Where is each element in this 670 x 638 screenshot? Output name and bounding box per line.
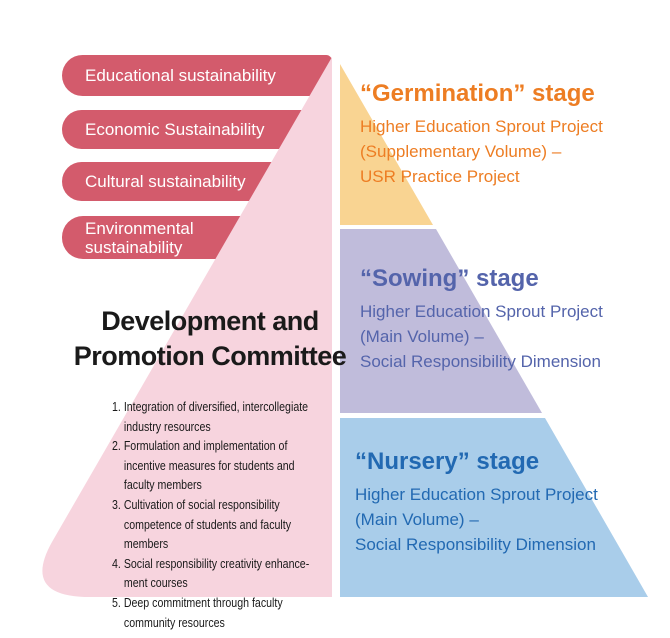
committee-task-list — [112, 398, 342, 633]
stage-description-line: Social Responsibility Dimension — [355, 535, 596, 554]
task-item-line: community resources — [123, 615, 225, 630]
germination-stage-block — [360, 80, 603, 189]
nursery-stage-block — [355, 448, 598, 557]
pill-label: Economic Sustainability — [85, 120, 265, 139]
germination-stage-title: “Germination” stage — [360, 80, 595, 107]
committee-title — [30, 304, 390, 374]
task-item-line: 5. Deep commitment through faculty — [112, 595, 283, 610]
task-item-line: members — [123, 537, 169, 552]
task-item-line: incentive measures for students and — [123, 458, 295, 473]
task-item-line: competence of students and faculty — [123, 517, 292, 532]
stage-description-line: Higher Education Sprout Project — [360, 117, 603, 136]
sowing-stage-title: “Sowing” stage — [360, 265, 539, 292]
committee-title-line: Promotion Committee — [73, 341, 347, 371]
pill-label: Environmental sustainability — [85, 218, 194, 257]
task-item-line: 1. Integration of diversified, intercollegiate — [112, 400, 309, 414]
pill-label: Educational sustainability — [85, 66, 276, 85]
committee-title-line: Development and — [101, 306, 319, 336]
stage-description-line: (Main Volume) – — [355, 510, 479, 529]
stage-description-line: (Main Volume) – — [360, 327, 484, 346]
stage-description-line: Higher Education Sprout Project — [360, 302, 603, 321]
stage-description-line: USR Practice Project — [360, 167, 520, 186]
stage-description-line: (Supplementary Volume) – — [360, 142, 562, 161]
germination-stage-description — [360, 114, 603, 189]
stage-description-line: Social Responsibility Dimension — [360, 352, 601, 371]
task-item-line: 4. Social responsibility creativity enhance- — [112, 556, 310, 571]
task-item-line: ment courses — [123, 576, 188, 591]
stage-description-line: Higher Education Sprout Project — [355, 485, 598, 504]
task-item-line: industry resources — [123, 419, 211, 434]
pill-label: Cultural sustainability — [85, 172, 246, 191]
nursery-stage-description — [355, 482, 598, 557]
sowing-stage-description — [360, 299, 603, 374]
task-item-line: 2. Formulation and implementation of — [112, 439, 288, 454]
task-item-line: 3. Cultivation of social responsibility — [112, 497, 280, 512]
task-item-line: faculty members — [123, 478, 202, 493]
sowing-stage-block — [360, 265, 603, 374]
nursery-stage-title: “Nursery” stage — [355, 448, 540, 475]
